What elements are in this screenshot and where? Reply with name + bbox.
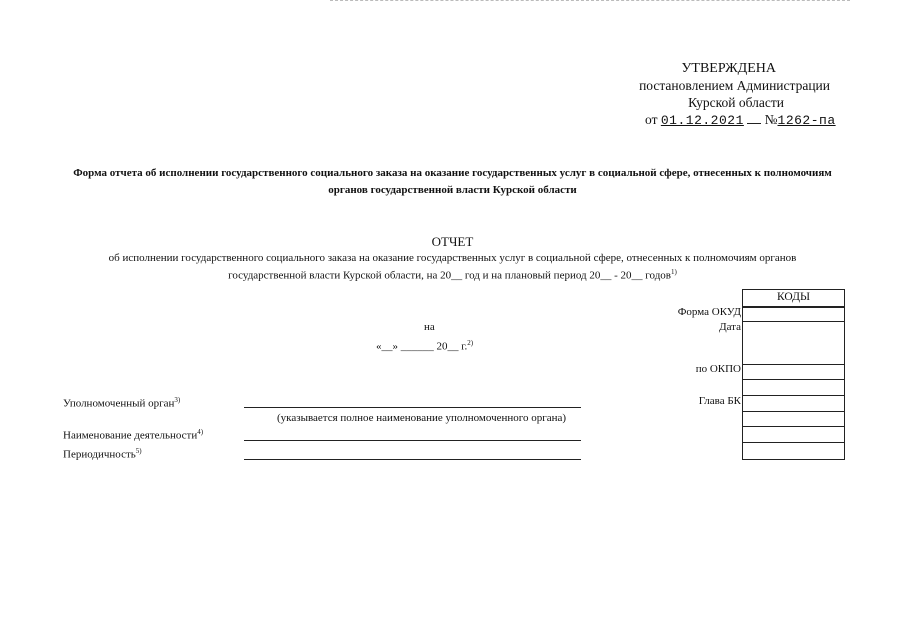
codes-okud-cell (743, 306, 844, 321)
periodicity-label-text: Периодичность (63, 448, 136, 461)
report-line2-text: государственной власти Курской области, на 20__ год и на плановый период 20__ - 20__ годов (228, 269, 671, 282)
organ-underline[interactable] (244, 407, 581, 408)
organ-label (63, 396, 180, 410)
report-line1: об исполнении государственного социального заказа на оказание государственных услуг в социальной сфере, отнесенных к полномочиям органов (108, 252, 797, 264)
form-title: Форма отчета об исполнении государственного социального заказа на оказание государственных услуг в социальной сфере, отнесенных к полномочиям органов государственной власти Курской области (73, 167, 832, 196)
codes-okpo-cell (743, 364, 844, 379)
footnote-3: 3) (174, 396, 181, 404)
approval-date-line (645, 112, 836, 128)
periodicity-underline[interactable] (244, 459, 581, 460)
approval-title: УТВЕРЖДЕНА (681, 61, 776, 76)
date-code-label: Дата (719, 321, 741, 333)
organ-hint: (указывается полное наименование уполномоченного органа) (277, 412, 567, 424)
codes-header: КОДЫ (777, 291, 810, 303)
approval-date: 01.12.2021 (660, 113, 744, 128)
organ-label-text: Уполномоченный орган (63, 397, 175, 410)
scan-top-edge (330, 0, 850, 1)
codes-row-8 (743, 442, 844, 459)
activity-label (63, 428, 203, 442)
approval-line1: постановлением Администрации (639, 78, 830, 93)
periodicity-label (63, 447, 142, 461)
footnote-2: 2) (467, 339, 474, 347)
footnote-1: 1) (671, 268, 677, 276)
activity-underline[interactable] (244, 440, 581, 441)
approval-line2: Курской области (688, 95, 784, 110)
date-prefix: от (645, 112, 658, 127)
codes-row-6 (743, 411, 844, 426)
codes-row-7 (743, 426, 844, 442)
footnote-5: 5) (135, 447, 142, 455)
glava-bk-label: Глава БК (698, 395, 741, 407)
codes-date-cell (743, 321, 844, 364)
okud-label: Форма ОКУД (677, 306, 741, 318)
codes-table (742, 289, 845, 460)
activity-label-text: Наименование деятельности (63, 429, 198, 442)
report-line2 (0, 268, 905, 282)
codes-spacer-cell (743, 379, 844, 395)
report-date-template (376, 339, 473, 353)
okpo-label: по ОКПО (695, 363, 741, 375)
report-date-text: «__» ______ 20__ г. (376, 340, 468, 353)
approval-number: 1262-па (777, 113, 836, 128)
date-on-label: на (424, 321, 435, 333)
number-prefix: № (764, 112, 778, 127)
codes-glava-cell (743, 395, 844, 411)
report-title: ОТЧЕТ (431, 234, 474, 249)
footnote-4: 4) (197, 428, 204, 436)
